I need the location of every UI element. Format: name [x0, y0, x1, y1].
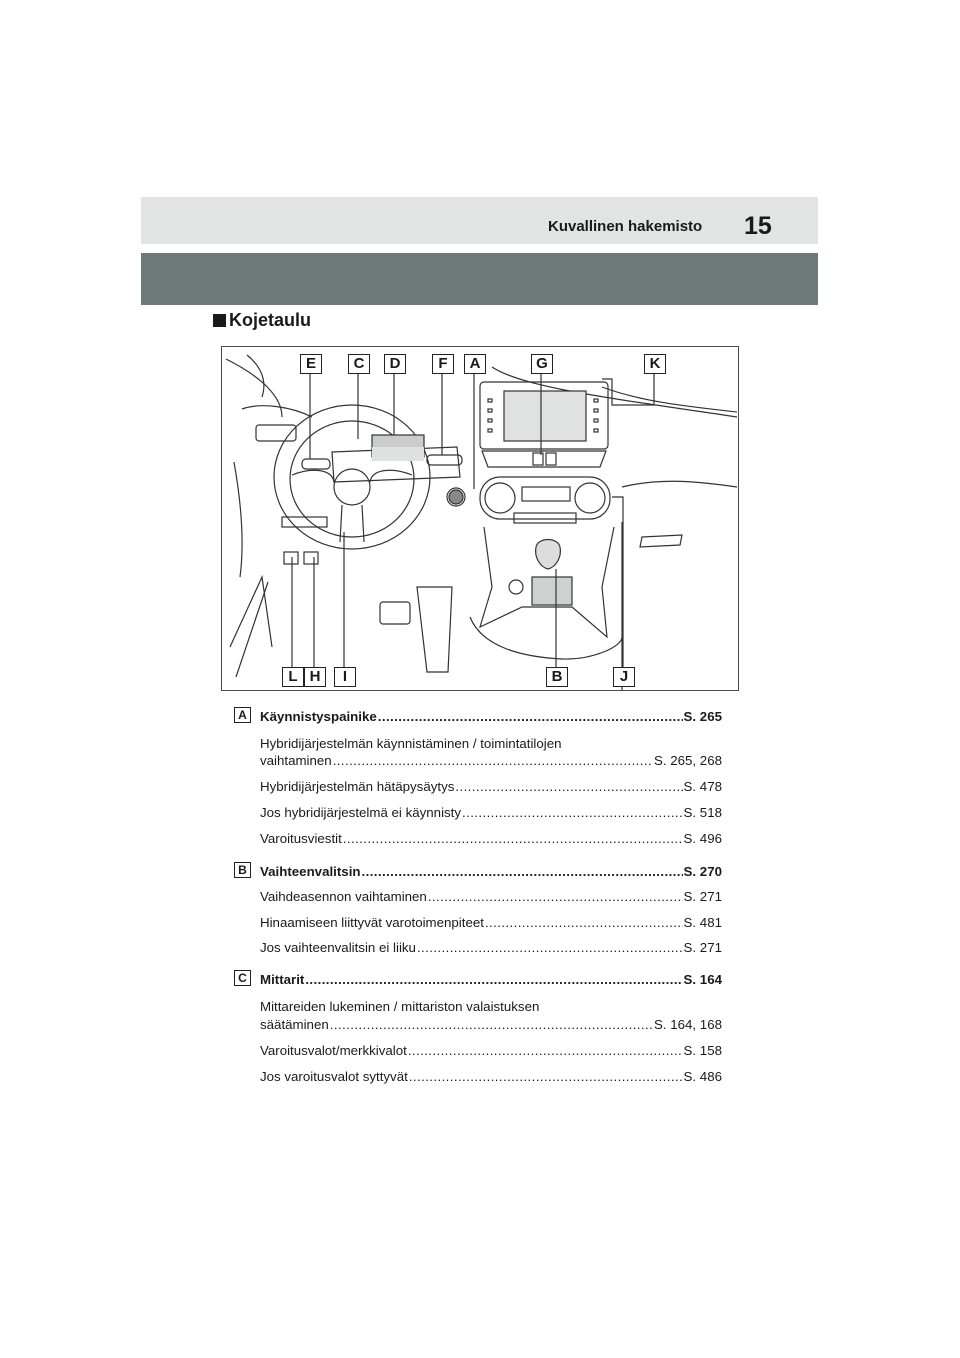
subheading-text: Kojetaulu	[229, 310, 312, 330]
callout-D: D	[384, 354, 406, 374]
entry-sub: Jos varoitusvalot syttyvät ..... S. 486	[260, 1069, 722, 1085]
entry-main-b: Vaihteenvalitsin ..... S. 270	[260, 864, 722, 880]
entry-sub: Hinaamiseen liittyvät varotoimenpiteet ..... S. 481	[260, 915, 722, 931]
dashboard-illustration	[221, 346, 739, 691]
entry-sub: vaihtaminen ..... S. 265, 268	[260, 753, 722, 769]
header-band	[141, 253, 818, 305]
entry-letter-b: B	[234, 862, 251, 878]
entry-sub-line: Hybridijärjestelmän käynnistäminen / toimintatilojen	[260, 736, 562, 751]
entry-sub: Hybridijärjestelmän hätäpysäytys ..... S. 478	[260, 779, 722, 795]
entry-main-c: Mittarit ..... S. 164	[260, 972, 722, 988]
dashboard-drawing	[222, 347, 738, 690]
page-number: 15	[744, 212, 772, 240]
entry-sub-line: Mittareiden lukeminen / mittariston valaistuksen	[260, 999, 540, 1014]
entry-letter-a: A	[234, 707, 251, 723]
entry-sub: säätäminen ..... S. 164, 168	[260, 1017, 722, 1033]
callout-H: H	[304, 667, 326, 687]
entry-sub: Jos vaihteenvalitsin ei liiku ..... S. 271	[260, 940, 722, 956]
entry-sub: Varoitusvalot/merkkivalot ..... S. 158	[260, 1043, 722, 1059]
callout-B: B	[546, 667, 568, 687]
callout-J: J	[613, 667, 635, 687]
callout-F: F	[432, 354, 454, 374]
entry-sub: Jos hybridijärjestelmä ei käynnisty ..... S. 518	[260, 805, 722, 821]
callout-K: K	[644, 354, 666, 374]
entry-sub: Vaihdeasennon vaihtaminen ..... S. 271	[260, 889, 722, 905]
entry-sub: Varoitusviestit ..... S. 496	[260, 831, 722, 847]
section-title: Kuvallinen hakemisto	[548, 218, 703, 235]
callout-G: G	[531, 354, 553, 374]
entry-letter-c: C	[234, 970, 251, 986]
callout-A: A	[464, 354, 486, 374]
subheading	[213, 310, 311, 331]
callout-L: L	[282, 667, 304, 687]
callout-I: I	[334, 667, 356, 687]
square-bullet-icon	[213, 314, 226, 327]
callout-E: E	[300, 354, 322, 374]
header-bar	[141, 197, 818, 244]
callout-C: C	[348, 354, 370, 374]
entry-main-a: Käynnistyspainike ..... S. 265	[260, 709, 722, 725]
